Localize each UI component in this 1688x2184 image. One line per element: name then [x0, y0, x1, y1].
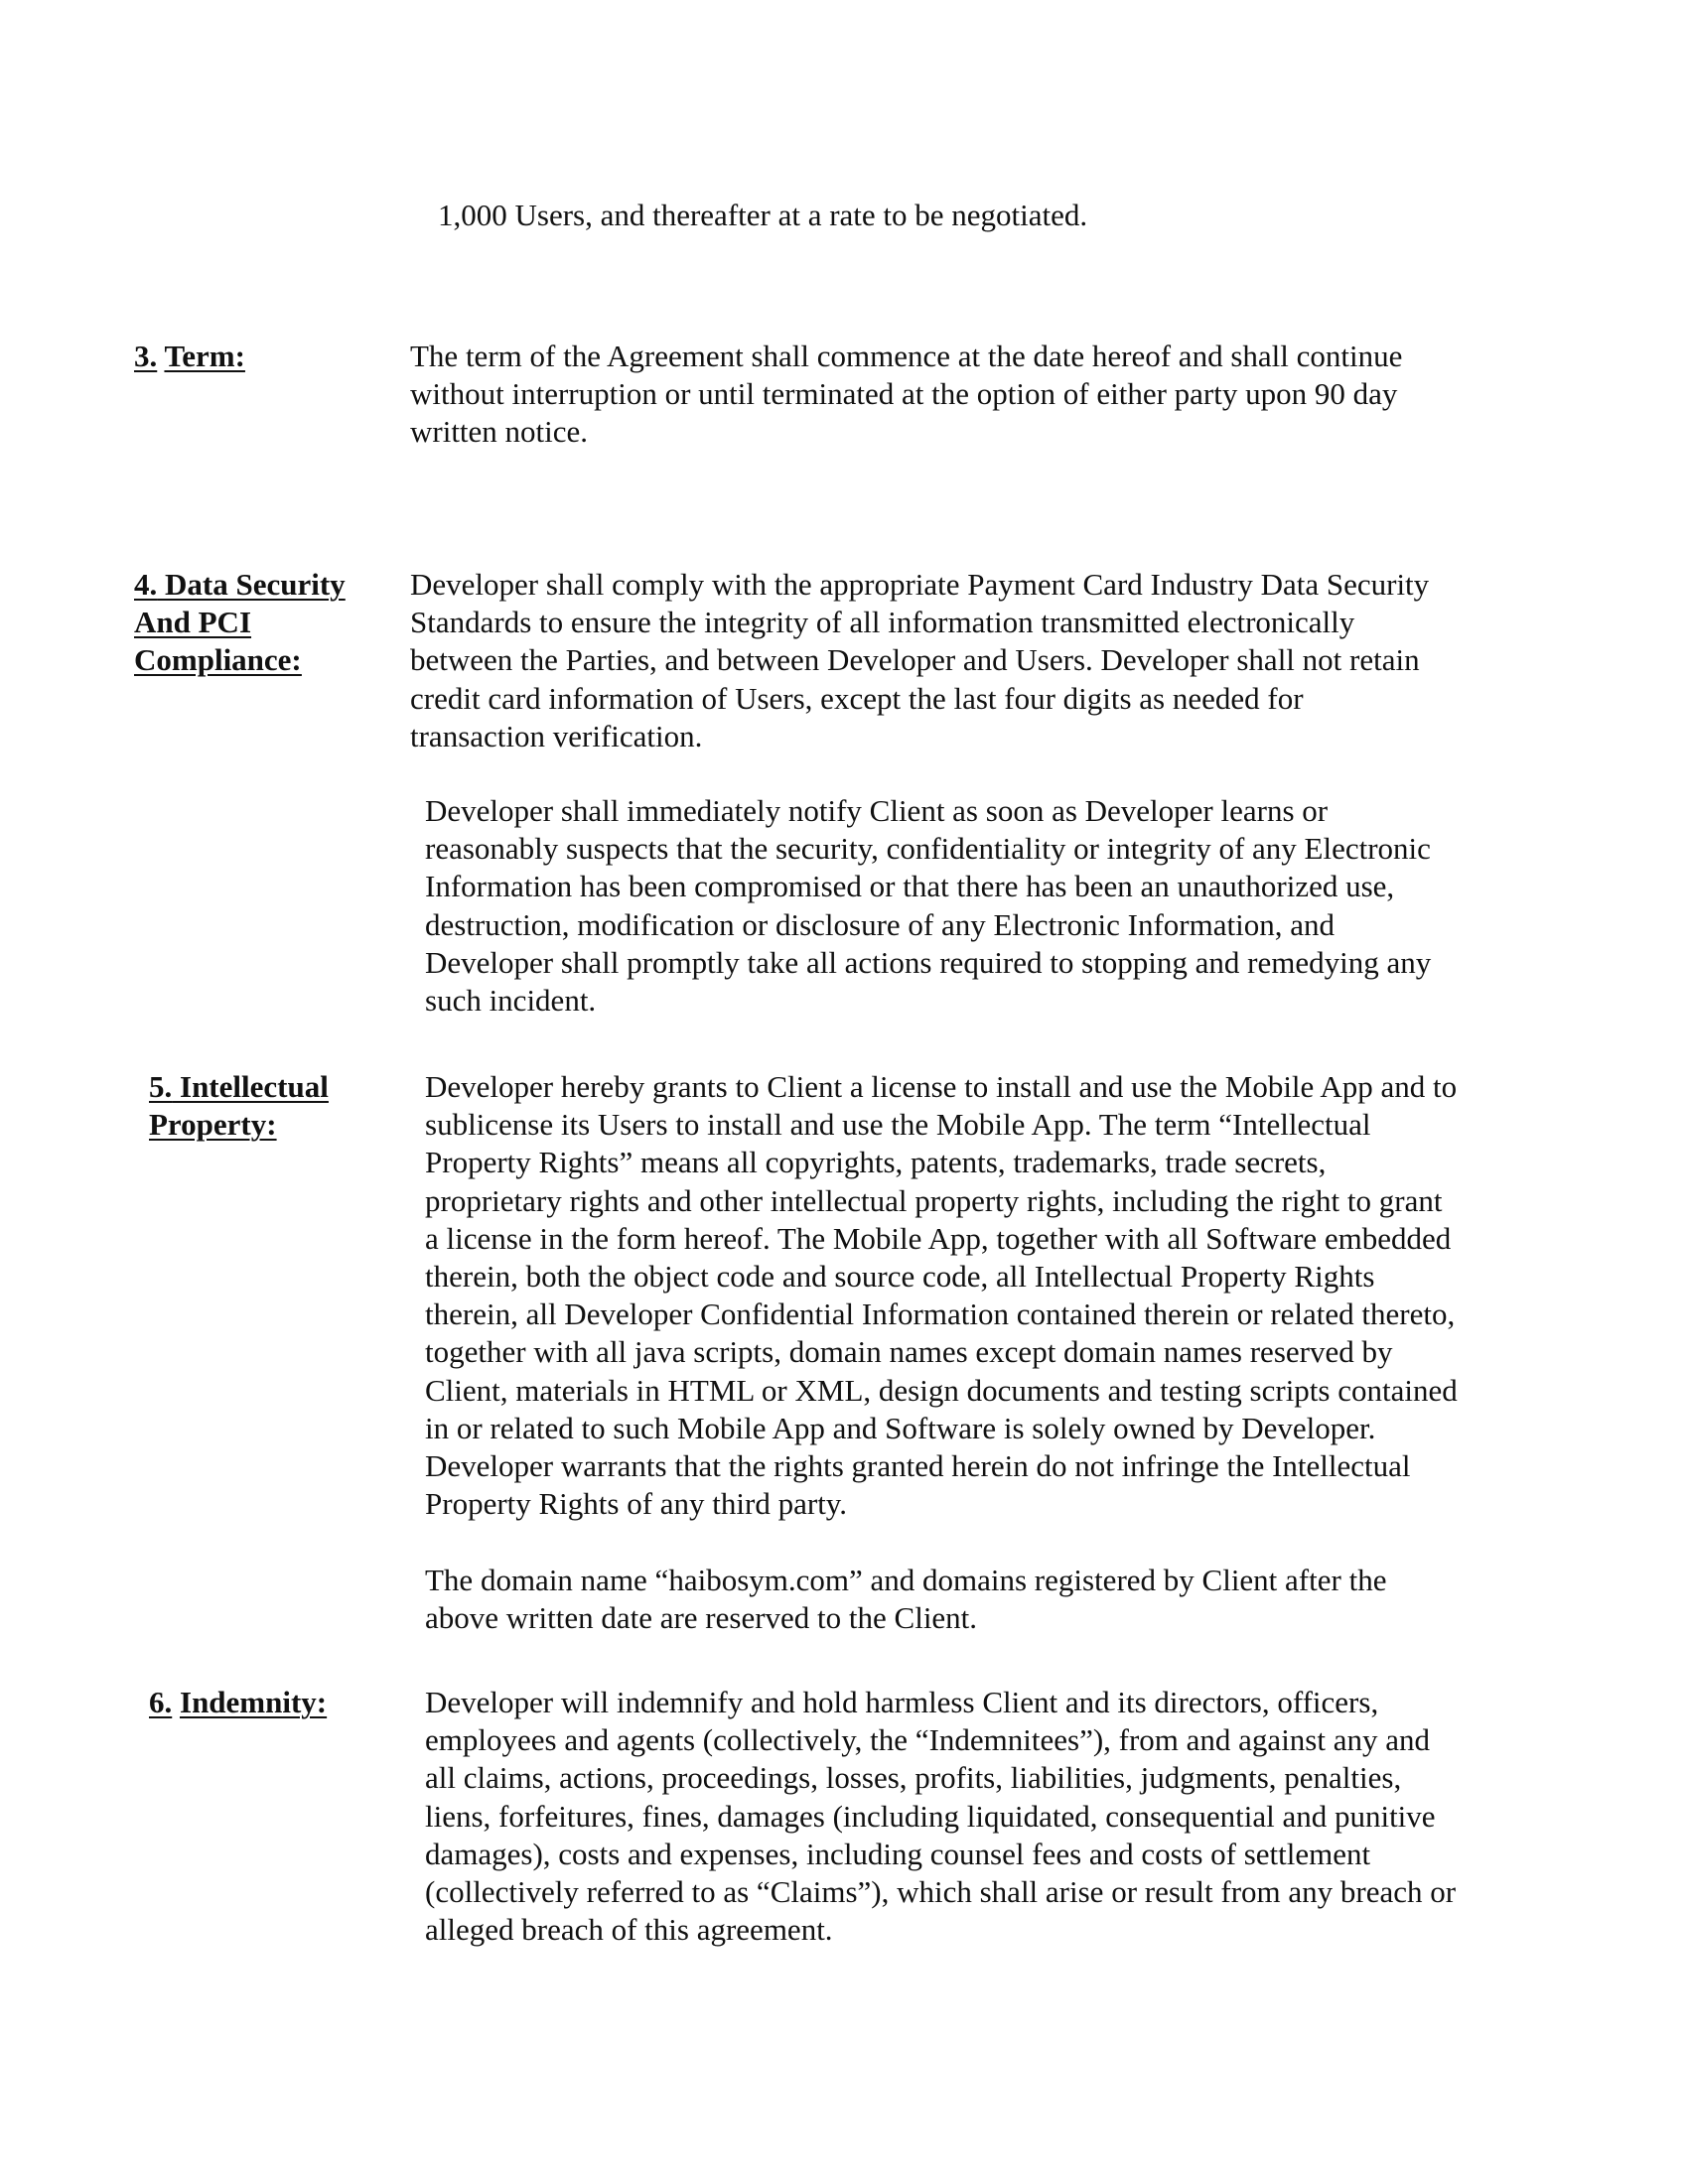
text-line: above written date are reserved to the Client.	[425, 1600, 978, 1636]
section-heading-data-security	[134, 566, 346, 680]
text-line: transaction verification.	[410, 718, 703, 753]
section-title: Property:	[149, 1107, 277, 1143]
text-line: employees and agents (collectively, the “Indemnitees”), from and against any and	[425, 1722, 1430, 1758]
intro-line	[438, 197, 1087, 234]
section-number: 3.	[134, 339, 158, 373]
text-line: a license in the form hereof. The Mobile App, together with all Software embedded	[425, 1220, 1452, 1256]
text-line: without interruption or until terminated at the option of either party upon 90 day	[410, 376, 1398, 412]
text-line: 1,000 Users, and thereafter at a rate to be negotiated.	[438, 198, 1088, 232]
text-line: Developer hereby grants to Client a license to install and use the Mobile App and to	[425, 1069, 1458, 1104]
text-line: The term of the Agreement shall commence at the date hereof and shall continue	[410, 339, 1403, 373]
section-title: Intellectual	[180, 1069, 329, 1104]
text-line: alleged breach of this agreement.	[425, 1912, 833, 1948]
text-line: Developer will indemnify and hold harmless Client and its directors, officers,	[425, 1685, 1379, 1719]
intellectual-property-paragraph-1	[425, 1068, 1458, 1523]
text-line: between the Parties, and between Developer and Users. Developer shall not retain	[410, 642, 1420, 678]
section-number: 6.	[149, 1685, 173, 1719]
text-line: such incident.	[425, 983, 597, 1019]
text-line: proprietary rights and other intellectual property rights, including the right to grant	[425, 1182, 1443, 1218]
section-number: 4.	[134, 567, 158, 602]
text-line: Developer warrants that the rights granted herein do not infringe the Intellectual	[425, 1448, 1411, 1484]
section-title: Data Security	[165, 567, 346, 602]
text-line: Client, materials in HTML or XML, design documents and testing scripts contained	[425, 1372, 1458, 1408]
text-line: Standards to ensure the integrity of all information transmitted electronically	[410, 605, 1355, 640]
text-line: Developer shall immediately notify Client as soon as Developer learns or	[425, 793, 1329, 828]
section-title: And PCI	[134, 605, 252, 640]
section-heading-intellectual-property	[149, 1068, 329, 1144]
text-line: Information has been compromised or that there has been an unauthorized use,	[425, 869, 1395, 904]
intellectual-property-paragraph-2	[425, 1562, 1386, 1637]
text-line: in or related to such Mobile App and Software is solely owned by Developer.	[425, 1410, 1376, 1445]
text-line: Property Rights” means all copyrights, patents, trademarks, trade secrets,	[425, 1145, 1327, 1180]
section-title: Term:	[164, 339, 245, 373]
text-line: all claims, actions, proceedings, losses, profits, liabilities, judgments, penalties,	[425, 1760, 1402, 1796]
text-line: sublicense its Users to install and use the Mobile App. The term “Intellectual	[425, 1107, 1371, 1143]
text-line: therein, all Developer Confidential Information contained therein or related thereto,	[425, 1297, 1456, 1332]
section-title: Compliance:	[134, 642, 302, 678]
section-title: Indemnity:	[180, 1685, 328, 1719]
text-line: Developer shall promptly take all actions required to stopping and remedying any	[425, 944, 1432, 980]
text-line: Property Rights of any third party.	[425, 1486, 848, 1522]
text-line: together with all java scripts, domain names except domain names reserved by	[425, 1334, 1393, 1370]
section-heading-term	[134, 338, 245, 375]
text-line: (collectively referred to as “Claims”), which shall arise or result from any breach or	[425, 1874, 1457, 1910]
text-line: liens, forfeitures, fines, damages (including liquidated, consequential and punitive	[425, 1798, 1436, 1834]
text-line: Developer shall comply with the appropriate Payment Card Industry Data Security	[410, 567, 1430, 602]
section-number: 5.	[149, 1069, 173, 1104]
text-line: therein, both the object code and source code, all Intellectual Property Rights	[425, 1259, 1375, 1295]
text-line: written notice.	[410, 414, 589, 450]
text-line: destruction, modification or disclosure of any Electronic Information, and	[425, 906, 1335, 942]
text-line: The domain name “haibosym.com” and domains registered by Client after the	[425, 1563, 1387, 1597]
text-line: credit card information of Users, except the last four digits as needed for	[410, 680, 1304, 716]
indemnity-paragraph	[425, 1684, 1456, 1949]
data-security-paragraph-2	[425, 792, 1431, 1020]
text-line: reasonably suspects that the security, confidentiality or integrity of any Electronic	[425, 831, 1431, 867]
text-line: damages), costs and expenses, including counsel fees and costs of settlement	[425, 1836, 1371, 1871]
section-heading-indemnity	[149, 1684, 327, 1721]
term-paragraph	[410, 338, 1402, 452]
data-security-paragraph-1	[410, 566, 1429, 755]
